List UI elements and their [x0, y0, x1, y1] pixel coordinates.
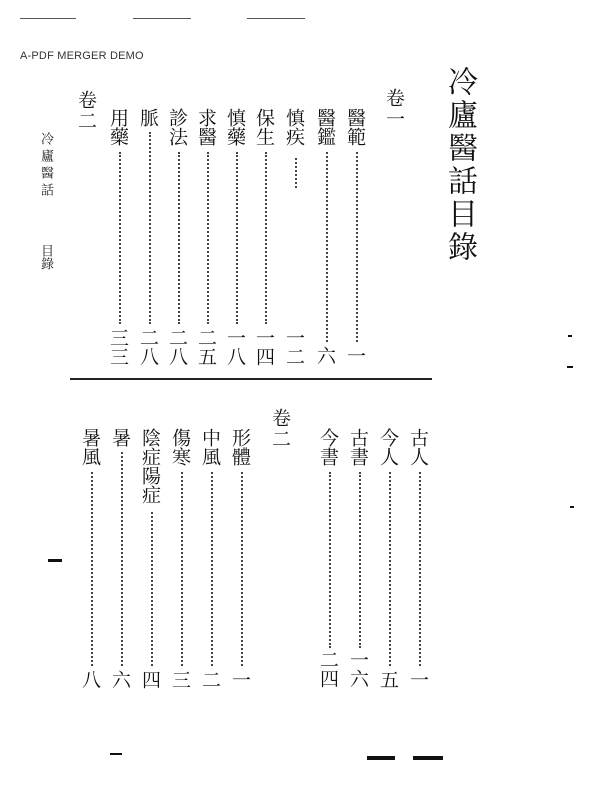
toc-entry-page: 一四 [253, 328, 275, 366]
running-title: 冷廬醫話 [38, 132, 53, 200]
toc-entry-page: 六 [109, 670, 131, 689]
leader-dots [178, 152, 180, 324]
header-rule-1 [20, 18, 76, 19]
scan-speck [570, 506, 574, 508]
toc-entry-page: 三 [169, 670, 191, 689]
toc-entry-page: 八 [79, 670, 101, 689]
toc-entry-page: 二八 [137, 328, 159, 366]
scan-speck [48, 559, 62, 562]
toc-entry-label: 傷寒 [169, 428, 191, 466]
toc-entry-label: 脈 [137, 108, 159, 127]
toc-entry-label: 求醫 [195, 108, 217, 146]
toc-entry-label: 保生 [253, 108, 275, 146]
toc-entry-label: 暑 [109, 428, 131, 447]
running-head [38, 132, 53, 270]
scan-speck [567, 366, 573, 368]
toc-entry-page: 一 [229, 670, 251, 689]
leader-dots [91, 472, 93, 666]
toc-entry-page: 二 [199, 670, 221, 689]
toc-entry-label: 用藥 [107, 108, 129, 146]
toc-entry-page: 一 [407, 670, 429, 689]
toc-entry-label: 形體 [229, 428, 251, 466]
toc-entry-label: 醫範 [344, 108, 366, 146]
toc-entry-label: 古書 [347, 428, 369, 466]
leader-dots [265, 152, 267, 324]
scan-speck [568, 335, 572, 337]
toc-entry-label: 古人 [407, 428, 429, 466]
toc-entry-page: 一八 [224, 328, 246, 366]
toc-entry-label: 暑風 [79, 428, 101, 466]
toc-entry-page: 二四 [317, 650, 339, 688]
toc-entry-label: 中風 [199, 428, 221, 466]
toc-entry-page: 一 [344, 346, 366, 365]
toc-entry-page: 一二 [283, 328, 305, 366]
leader-dots [207, 152, 209, 324]
leader-dots [241, 472, 243, 666]
leader-dots [359, 472, 361, 648]
toc-entry-label: 陰症陽症 [139, 428, 161, 504]
leader-dots [326, 152, 328, 342]
toc-entry-page: 三三 [107, 328, 129, 366]
leader-dots [356, 152, 358, 342]
header-rule-2 [133, 18, 191, 19]
leader-dots [419, 472, 421, 666]
toc-entry-page: 二八 [166, 328, 188, 366]
toc-entry-label: 慎疾 [283, 108, 305, 146]
toc-entry-label: 醫鑑 [314, 108, 336, 146]
scan-speck [367, 756, 395, 760]
scan-speck [413, 756, 443, 760]
leader-dots [149, 132, 151, 324]
toc-entry-label: 今人 [377, 428, 399, 466]
toc-entry-page: 五 [377, 670, 399, 689]
leader-dots [236, 152, 238, 324]
section-divider [70, 378, 432, 380]
toc-entry-page: 一六 [347, 650, 369, 688]
toc-entry-label: 今書 [317, 428, 339, 466]
header-rule-3 [247, 18, 305, 19]
watermark-label: A-PDF MERGER DEMO [20, 50, 144, 62]
leader-dots [151, 512, 153, 666]
toc-entry-page: 六 [314, 346, 336, 365]
running-subtitle: 目錄 [38, 244, 53, 270]
volume-two-heading: 卷二 [75, 90, 97, 132]
leader-dots [121, 452, 123, 666]
toc-entry-page: 二五 [195, 328, 217, 366]
leader-dots [211, 472, 213, 666]
leader-dots [181, 472, 183, 666]
leader-dots [329, 472, 331, 648]
volume-one-heading: 卷一 [383, 88, 405, 130]
toc-entry-label: 診法 [166, 108, 188, 146]
toc-entry-label: 慎藥 [224, 108, 246, 146]
leader-dots [389, 472, 391, 666]
leader-dots [119, 152, 121, 324]
volume-two-lower-heading: 卷二 [269, 408, 291, 450]
scan-speck [110, 753, 122, 755]
leader-dots [295, 158, 297, 188]
toc-entry-page: 四 [139, 670, 161, 689]
page-title: 冷廬醫話目錄 [442, 66, 477, 264]
